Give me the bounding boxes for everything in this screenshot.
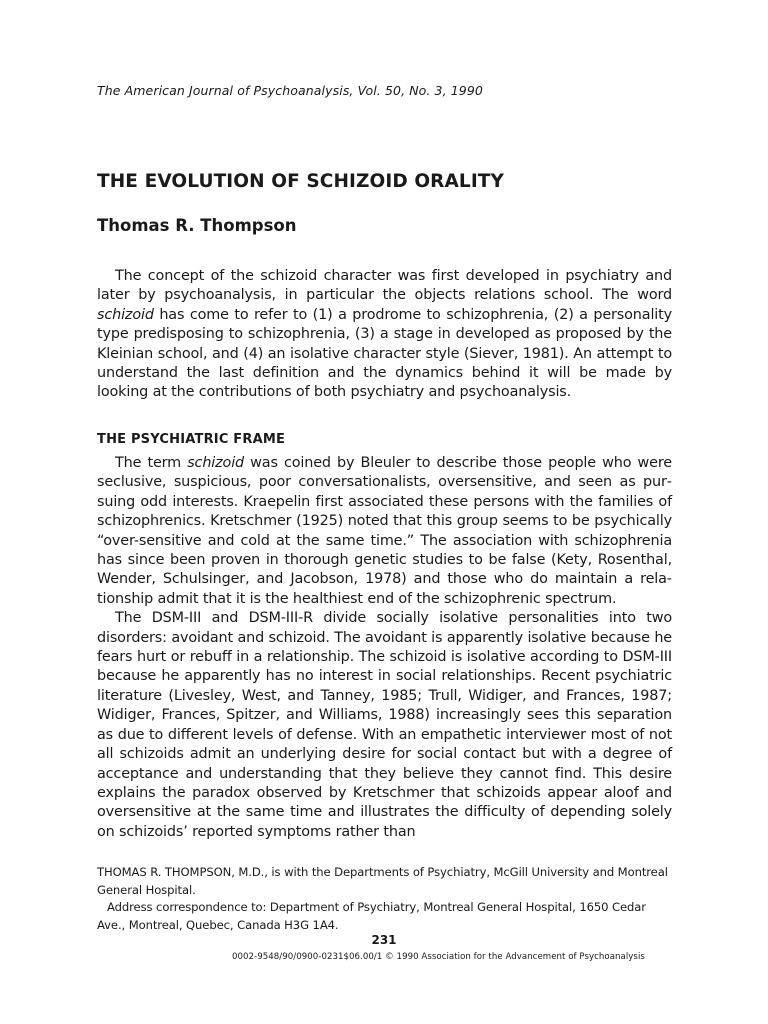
section-text-a: The term bbox=[115, 455, 188, 471]
intro-text-b: has come to refer to (1) a prodrome to schizophrenia, (2) a personality type predisposing to schizophrenia, (3) a stage in developed as proposed by the Kleinian school, and (4) an isolative character style (Siever, 1981). An attempt to understand the last definition and the dynamics behind it will be made by looking at the contributions of both psychiatry and psychoanalysis. bbox=[97, 306, 672, 401]
section-emphasis: schizoid bbox=[187, 455, 245, 471]
copyright-line: 0002-9548/90/0900-0231$06.00/1 © 1990 Association for the Advancement of Psychoanalysis bbox=[232, 952, 645, 962]
section-heading: THE PSYCHIATRIC FRAME bbox=[97, 432, 286, 447]
psychiatric-frame-section bbox=[97, 454, 672, 842]
section-text-b: was coined by Bleuler to describe those people who were seclusive, suspicious, poor conversationalists, oversensitive, and seen as pursuing odd interests. Kraepelin first associated these persons with the families of schizophrenics. Kretschmer (1925) noted that this group seems to be psychically “over-sensitive and cold at the same time.” The association with schizophrenia has since been proven in thorough genetic studies to be false (Kety, Rosenthal, Wender, Schulsinger, and Jacobson, 1978) and those who do maintain a relationship admit that it is the healthiest end of the schizophrenic spectrum. bbox=[97, 455, 673, 607]
section-paragraph-1 bbox=[97, 454, 672, 609]
journal-citation: The American Journal of Psychoanalysis, Vol. 50, No. 3, 1990 bbox=[97, 83, 483, 98]
footnote-address: Address correspondence to: Department of Psychiatry, Montreal General Hospital, 1650 Cedar Ave., Montreal, Quebec, Canada H3G 1A4. bbox=[97, 900, 646, 932]
page-number-row bbox=[0, 933, 768, 947]
intro-emphasis: schizoid bbox=[97, 306, 154, 323]
article-title: THE EVOLUTION OF SCHIZOID ORALITY bbox=[97, 171, 505, 192]
intro-section bbox=[97, 267, 672, 403]
author-footnote bbox=[97, 864, 675, 934]
intro-paragraph bbox=[97, 267, 672, 403]
page-number: 231 bbox=[371, 933, 397, 947]
section-paragraph-2: The DSM-III and DSM-III-R divide socially isolative personalities into two disorders: avoidant and schizoid. The avoidant is apparently isolative because he fears hurt or rebuff in a relationship. The schizoid is isolative according to DSM-III because he apparently has no interest in social relationships. Recent psychiatric literature (Livesley, West, and Tanney, 1985; Trull, Widiger, and Frances, 1987; Widiger, Frances, Spitzer, and Williams, 1988) increasingly sees this separation as due to different levels of defense. With an empathetic interviewer most of not all schizoids admit an underlying desire for social contact but with a degree of acceptance and understanding that they believe they cannot find. This desire explains the paradox observed by Kretschmer that schizoids appear aloof and oversensitive at the same time and illustrates the difficulty of depending solely on schizoids’ reported symptoms rather than bbox=[97, 610, 672, 840]
intro-text-a: The concept of the schizoid character was first developed in psychiatry and later by psychoanalysis, in particular the objects relations school. The word bbox=[97, 268, 672, 304]
footnote-affiliation: THOMAS R. THOMPSON, M.D., is with the Departments of Psychiatry, McGill University and Montreal General Hospital. bbox=[97, 865, 668, 897]
article-author: Thomas R. Thompson bbox=[97, 216, 297, 235]
